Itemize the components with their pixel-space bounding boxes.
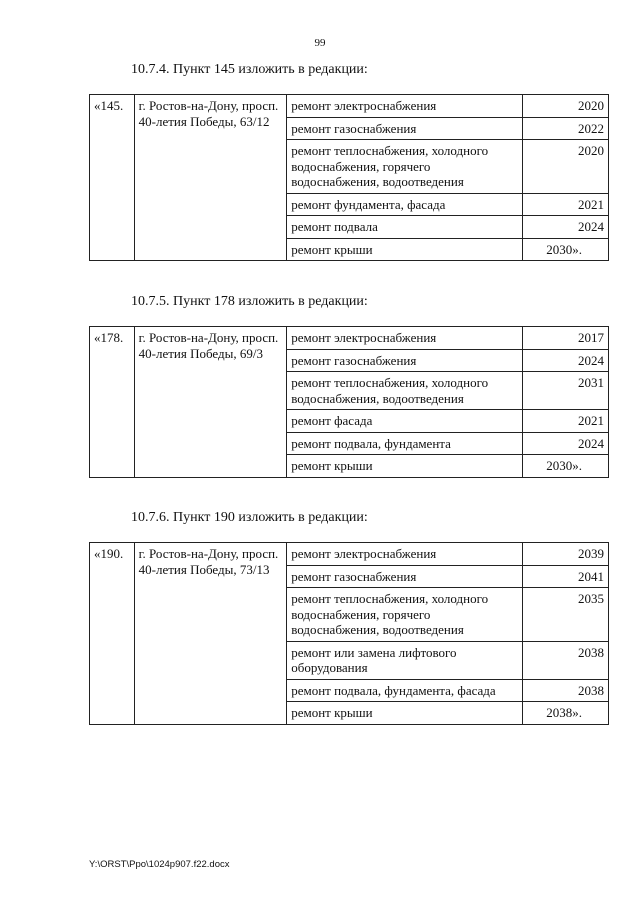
item-number: «145. [90,95,135,261]
amendment-table [89,326,609,478]
year-cell: 2041 [522,565,608,588]
year-cell: 2039 [522,543,608,566]
year-cell: 2020 [522,140,608,194]
work-cell: ремонт подвала [287,216,523,239]
year-cell: 2017 [522,327,608,350]
item-number: «178. [90,327,135,478]
work-cell: ремонт газоснабжения [287,117,523,140]
work-cell: ремонт газоснабжения [287,565,523,588]
year-cell: 2038 [522,679,608,702]
table-row [90,327,609,350]
work-cell: ремонт электроснабжения [287,327,523,350]
work-cell: ремонт газоснабжения [287,349,523,372]
year-cell: 2022 [522,117,608,140]
table-row [90,543,609,566]
year-cell: 2024 [522,432,608,455]
work-cell: ремонт фасада [287,410,523,433]
work-cell: ремонт или замена лифтового оборудования [287,641,523,679]
address-cell: г. Ростов-на-Дону, просп. 40-летия Победы, 69/3 [134,327,287,478]
page-number: 99 [314,37,326,49]
section-heading: 10.7.4. Пункт 145 изложить в редакции: [131,62,368,77]
work-cell: ремонт теплоснабжения, холодного водоснабжения, горячего водоснабжения, водоотведения [287,140,523,194]
work-cell: ремонт крыши [287,455,523,478]
address-cell: г. Ростов-на-Дону, просп. 40-летия Победы, 63/12 [134,95,287,261]
work-cell: ремонт подвала, фундамента [287,432,523,455]
work-cell: ремонт теплоснабжения, холодного водоснабжения, водоотведения [287,372,523,410]
work-cell: ремонт крыши [287,238,523,261]
work-cell: ремонт электроснабжения [287,543,523,566]
work-cell: ремонт фундамента, фасада [287,193,523,216]
year-cell: 2024 [522,216,608,239]
file-path-footer: Y:\ORST\Ppo\1024p907.f22.docx [89,859,230,870]
item-number: «190. [90,543,135,725]
section-heading: 10.7.6. Пункт 190 изложить в редакции: [131,510,368,525]
address-cell: г. Ростов-на-Дону, просп. 40-летия Победы, 73/13 [134,543,287,725]
year-cell: 2038 [522,641,608,679]
year-cell: 2030». [522,238,608,261]
year-cell: 2035 [522,588,608,642]
year-cell: 2020 [522,95,608,118]
work-cell: ремонт крыши [287,702,523,725]
year-cell: 2021 [522,410,608,433]
amendment-table [89,94,609,261]
amendment-table [89,542,609,725]
table-row [90,95,609,118]
work-cell: ремонт электроснабжения [287,95,523,118]
section-heading: 10.7.5. Пункт 178 изложить в редакции: [131,294,368,309]
year-cell: 2030». [522,455,608,478]
year-cell: 2038». [522,702,608,725]
year-cell: 2024 [522,349,608,372]
year-cell: 2021 [522,193,608,216]
year-cell: 2031 [522,372,608,410]
work-cell: ремонт подвала, фундамента, фасада [287,679,523,702]
work-cell: ремонт теплоснабжения, холодного водоснабжения, горячего водоснабжения, водоотведения [287,588,523,642]
